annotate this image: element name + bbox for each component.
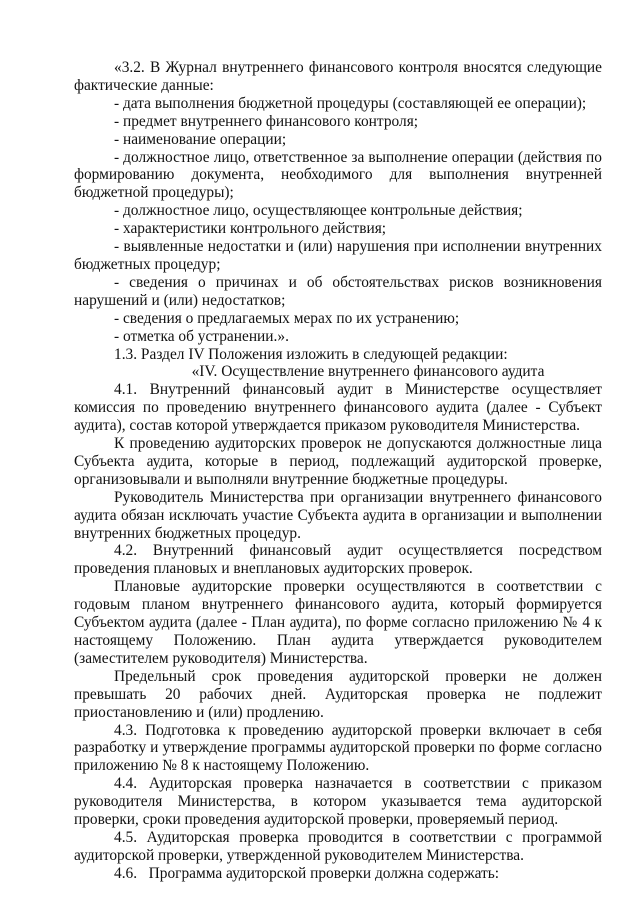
paragraph-4-5: 4.5. Аудиторская проверка проводится в соответствии с программой аудиторской проверки, утвержденной руководителем Министерства. xyxy=(74,828,602,864)
paragraph-4-3: 4.3. Подготовка к проведению аудиторской проверки включает в себя разработку и утверждение программы аудиторской проверки по форме согласно приложению № 8 к настоящему Положению. xyxy=(74,721,602,775)
list-item-responsible-person: - должностное лицо, ответственное за выполнение операции (действия по формированию документа, необходимого для выполнения внутренней бюджетной процедуры); xyxy=(74,148,602,202)
list-item-controlling-person: - должностное лицо, осуществляющее контрольные действия; xyxy=(114,202,523,220)
list-item-control-characteristics: - характеристики контрольного действия; xyxy=(114,220,387,238)
paragraph-1-3: 1.3. Раздел IV Положения изложить в следующей редакции: xyxy=(114,345,508,363)
paragraph-4-2-deadline: Предельный срок проведения аудиторской проверки не должен превышать 20 рабочих дней. Аудиторская проверка не подлежит приостановлению и (или) продлению. xyxy=(74,667,602,721)
document-page xyxy=(74,59,602,883)
paragraph-4-1: 4.1. Внутренний финансовый аудит в Министерстве осуществляет комиссия по проведению внутреннего финансового аудита (далее - Субъект аудита), состав которой утверждается приказом руководителя Министерства. xyxy=(74,381,602,435)
list-item-deficiencies: - выявленные недостатки и (или) нарушения при исполнении внутренних бюджетных процедур; xyxy=(74,238,602,273)
list-item-elimination-mark: - отметка об устранении.». xyxy=(114,327,289,345)
paragraph-4-6: 4.6. Программа аудиторской проверки должна содержать: xyxy=(114,864,500,882)
paragraph-4-2-planned: Плановые аудиторские проверки осуществляются в соответствии с годовым планом внутреннего финансового аудита, который формируется Субъектом аудита (далее - План аудита), по форме согласно приложению № 4 к настоящему Положению. План аудита утверждается руководителем (заместителем руководителя) Министерства. xyxy=(74,578,602,667)
list-item-operation-name: - наименование операции; xyxy=(114,130,287,148)
section-heading-iv: «IV. Осуществление внутреннего финансового аудита xyxy=(191,363,545,381)
paragraph-4-4: 4.4. Аудиторская проверка назначается в соответствии с приказом руководителя Министерства, в котором указывается тема аудиторской проверки, сроки проведения аудиторской проверки, проверяемый период. xyxy=(74,775,602,829)
paragraph-4-1-head: Руководитель Министерства при организации внутреннего финансового аудита обязан исключать участие Субъекта аудита в организации и выполнении внутренних бюджетных процедур. xyxy=(74,488,602,542)
list-item-proposed-measures: - сведения о предлагаемых мерах по их устранению; xyxy=(114,309,460,327)
list-item-risk-causes: - сведения о причинах и об обстоятельствах рисков возникновения нарушений и (или) недостатков; xyxy=(74,273,602,309)
paragraph-4-2: 4.2. Внутренний финансовый аудит осуществляется посредством проведения плановых и внеплановых аудиторских проверок. xyxy=(74,542,602,578)
paragraph-4-1-admission: К проведению аудиторских проверок не допускаются должностные лица Субъекта аудита, которые в период, подлежащий аудиторской проверке, организовывали и выполняли внутренние бюджетные процедуры. xyxy=(74,435,602,488)
paragraph-3-2-intro: «3.2. В Журнал внутреннего финансового контроля вносятся следующие фактические данные: xyxy=(74,59,602,94)
list-item-date: - дата выполнения бюджетной процедуры (составляющей ее операции); xyxy=(114,94,587,112)
list-item-subject: - предмет внутреннего финансового контроля; xyxy=(114,112,419,130)
